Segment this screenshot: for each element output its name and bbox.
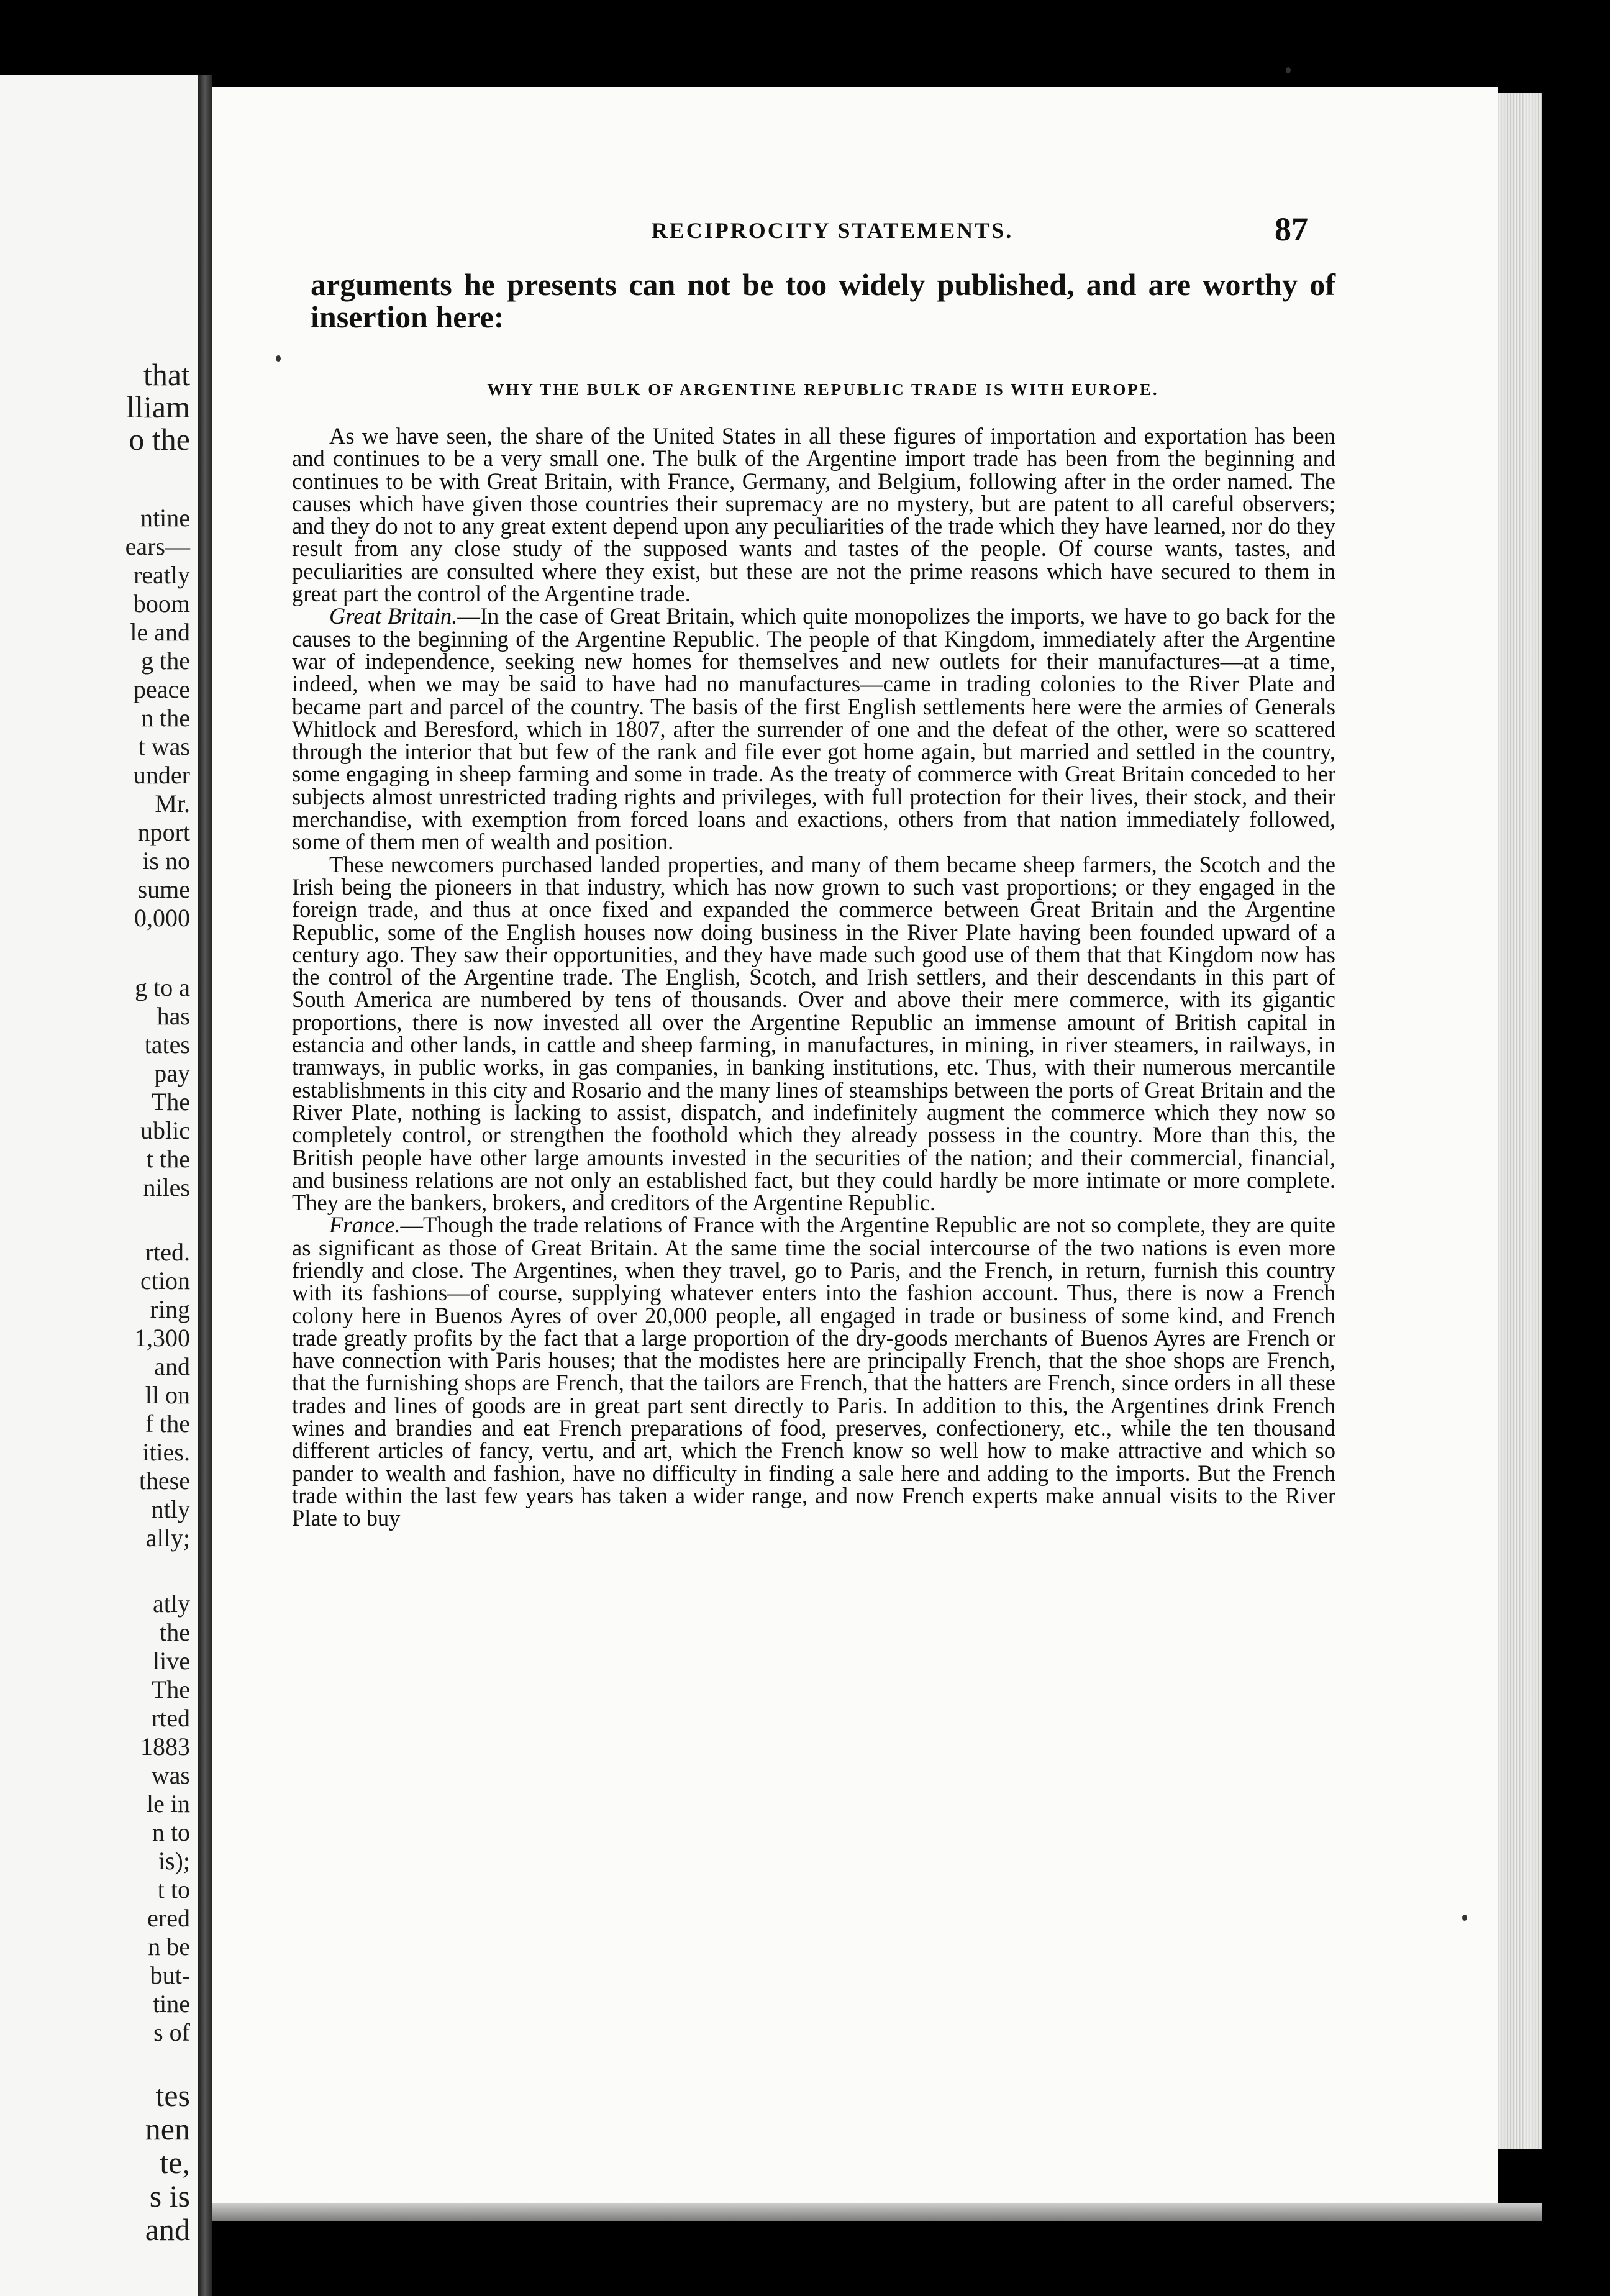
left-fragment-line: n to — [152, 1818, 190, 1846]
left-fragment-line: under — [133, 761, 190, 789]
left-fragment-line: tes — [155, 2078, 190, 2113]
left-fragment-line: s of — [153, 2018, 190, 2046]
left-fragment-line: n the — [141, 704, 190, 732]
left-fragment-line: The — [151, 1088, 190, 1116]
left-fragment-line: ears— — [125, 532, 190, 560]
running-head: RECIPROCITY STATEMENTS. — [651, 218, 1014, 243]
left-fragment-line: ntine — [140, 504, 190, 532]
left-fragment-line: atly — [153, 1590, 190, 1618]
paragraph-overview — [292, 425, 1335, 605]
left-fragment-line: is no — [142, 847, 190, 875]
paragraph-text: —Though the trade relations of France with the Argentine Republic are not so complete, they are quite as significant as those of Great Britain. At the same time the social intercourse of the two nations is even more friendly and close. The Argentines, when they travel, go to Paris, and the French, in return, furnish this country with its fashions—of course, supplying whatever enters into the fashion account. Thus, there is now a French colony here in Buenos Ayres of over 20,000 people, all engaged in trade or business of some kind, and French trade greatly profits by the fact that a large proportion of the dry-goods merchants of Buenos Ayres are French or have connection with Paris houses; that the modistes here are principally French, that the shoe shops are French, that the furnishing shops are French, that the tailors are French, that the hatters are French, since orders in all these trades and lines of goods are in great part sent directly to Paris. In addition to this, the Argentines drink French wines and brandies and eat French preparations of food, preserves, confectionery, etc., while the ten thousand different articles of fancy, vertu, and art, which the French know so well how to make attractive and which so pander to wealth and fashion, have no difficulty in finding a sale here and adding to the imports. But the French trade within the last few years has taken a wider range, and now French experts make annual visits to the River Plate to buy — [292, 1212, 1335, 1531]
left-fragment-line: 1883 — [140, 1733, 190, 1761]
paragraph-france — [292, 1214, 1335, 1529]
speck-mark — [1462, 1915, 1467, 1921]
left-fragment-line: nport — [137, 818, 190, 846]
left-fragment-line: tine — [153, 1990, 190, 2018]
left-fragment-line: boom — [133, 590, 190, 617]
left-fragment-line: is); — [158, 1847, 190, 1875]
left-fragment-line: has — [157, 1002, 190, 1030]
left-fragment-line: t the — [147, 1145, 190, 1173]
left-fragment-line: o the — [129, 422, 190, 457]
left-fragment-line: pay — [154, 1059, 190, 1087]
left-fragment-line: ction — [140, 1267, 190, 1295]
page-number: 87 — [1275, 211, 1308, 248]
left-fragment-line: that — [143, 357, 190, 392]
left-fragment-line: t was — [138, 732, 190, 760]
left-page-fragment — [0, 75, 198, 2296]
paragraph-great-britain — [292, 605, 1335, 853]
left-fragment-line: was — [151, 1761, 190, 1789]
left-fragment-line: the — [160, 1618, 190, 1646]
left-fragment-line: 0,000 — [134, 904, 190, 932]
left-fragment-line: rted — [151, 1704, 190, 1732]
left-fragment-line: n be — [148, 1933, 190, 1961]
left-fragment-line: rted. — [145, 1238, 190, 1266]
left-fragment-line: g to a — [135, 973, 190, 1001]
left-fragment-line: ring — [150, 1295, 190, 1323]
left-fragment-line: s is — [149, 2179, 190, 2213]
page-bottom-edge — [212, 2203, 1542, 2221]
left-fragment-line: but- — [150, 1961, 190, 1989]
left-fragment-line: lliam — [126, 390, 190, 424]
speck-mark — [1286, 67, 1291, 73]
page-edge-stack — [1498, 93, 1542, 2149]
left-fragment-line: Mr. — [155, 790, 190, 818]
left-fragment-line: g the — [141, 647, 190, 675]
left-fragment-line: ities. — [142, 1438, 190, 1466]
left-fragment-line: niles — [143, 1173, 190, 1201]
left-fragment-line: ered — [147, 1904, 190, 1932]
left-fragment-line: le in — [147, 1790, 190, 1818]
left-fragment-line: nen — [145, 2112, 190, 2146]
left-fragment-line: tates — [144, 1031, 190, 1059]
paragraph-text: As we have seen, the share of the United States in all these figures of importation and exportation has been and continues to be a very small one. The bulk of the Argentine import trade has been from the beginning and continues to be with Great Britain, with France, Germany, and Belgium, following after in the order named. The causes which have given those countries their supremacy are no mystery, but are patent to all careful observers; and they do not to any great extent depend upon any peculiarities of the trade which they have learned, nor do they result from any close study of the supposed wants and tastes of the people. Of course wants, tastes, and peculiarities are consulted where they exist, but these are not the prime reasons which have secured to them in great part the control of the Argentine trade. — [292, 423, 1335, 607]
paragraph-newcomers — [292, 851, 1335, 1216]
left-fragment-line: live — [153, 1647, 190, 1675]
left-fragment-line: t to — [157, 1875, 190, 1903]
speck-mark — [276, 355, 281, 362]
left-fragment-line: ll on — [145, 1381, 190, 1409]
paragraph-lead: Great Britain. — [329, 603, 458, 629]
left-fragment-line: and — [154, 1352, 190, 1380]
left-fragment-line: peace — [133, 675, 190, 703]
intro-text: arguments he presents can not be too widely published, and are worthy of insertion here: — [311, 267, 1335, 334]
paragraph-lead: France. — [329, 1212, 401, 1238]
left-fragment-line: ntly — [151, 1495, 190, 1523]
left-fragment-line: te, — [160, 2145, 190, 2180]
article-body — [292, 398, 1335, 1530]
section-heading: WHY THE BULK OF ARGENTINE REPUBLIC TRADE IS WITH EUROPE. — [487, 380, 1159, 399]
book-gutter — [198, 75, 212, 2296]
left-fragment-line: sume — [137, 875, 190, 903]
left-fragment-line: reatly — [133, 561, 190, 589]
left-fragment-line: le and — [130, 618, 190, 646]
left-fragment-line: these — [139, 1467, 190, 1495]
left-fragment-line: The — [151, 1675, 190, 1703]
left-fragment-line: ally; — [145, 1524, 190, 1552]
left-fragment-line: ublic — [140, 1116, 190, 1144]
left-fragment-line: and — [145, 2212, 190, 2247]
paragraph-text: —In the case of Great Britain, which quite monopolizes the imports, we have to go back for the causes to the beginning of the Argentine Republic. The people of that Kingdom, immediately after the Argentine war of independence, seeking new homes for themselves and new outlets for their manufactures—at a time, indeed, when we may be said to have had no manufactures—came in trading colonies to the River Plate and became part and parcel of the country. The basis of the first English settlements here were the armies of Generals Whitlock and Beresford, which in 1807, after the surrender of one and the defeat of the other, were so scattered through the interior that but few of the rank and file ever got home again, but married and settled in the country, some engaging in sheep farming and some in trade. As the treaty of commerce with Great Britain conceded to her subjects almost unrestricted trading rights and privileges, with full protection for their lives, their stock, and their merchandise, with exemption from forced loans and exactions, others from that nation immediately followed, some of them men of wealth and position. — [292, 603, 1335, 855]
left-fragment-line: 1,300 — [134, 1324, 190, 1352]
paragraph-text: These newcomers purchased landed properties, and many of them became sheep farmers, the Scotch and the Irish being the pioneers in that industry, which has now grown to such vast proportions; or they engaged in the foreign trade, and thus at once fixed and expanded the commerce between Great Britain and the Argentine Republic, some of the English houses now doing business in the River Plate having been founded upward of a century ago. They saw their opportunities, and they have made such good use of them that that Kingdom now has the control of the Argentine trade. The English, Scotch, and Irish settlers, and their descendants in this part of South America are numbered by tens of thousands. Over and above their mere commerce, with its gigantic proportions, there is now invested all over the Argentine Republic an immense amount of British capital in estancia and other lands, in cattle and sheep farming, in manufactures, in mining, in river steamers, in railways, in tramways, in public works, in gas companies, in banking institutions, etc. Thus, with their numerous mercantile establishments in this city and Rosario and the many lines of steamships between the ports of Great Britain and the River Plate, nothing is lacking to assist, dispatch, and indefinitely augment the commerce which they now so completely control, or strengthen the foothold which they already possess in the country. More than this, the British people have other large amounts invested in the securities of the nation; and their commercial, financial, and business relations are not only an established fact, but they could hardly be more intimate or more complete. They are the bankers, brokers, and creditors of the Argentine Republic. — [292, 851, 1335, 1216]
left-fragment-line: f the — [145, 1410, 190, 1437]
